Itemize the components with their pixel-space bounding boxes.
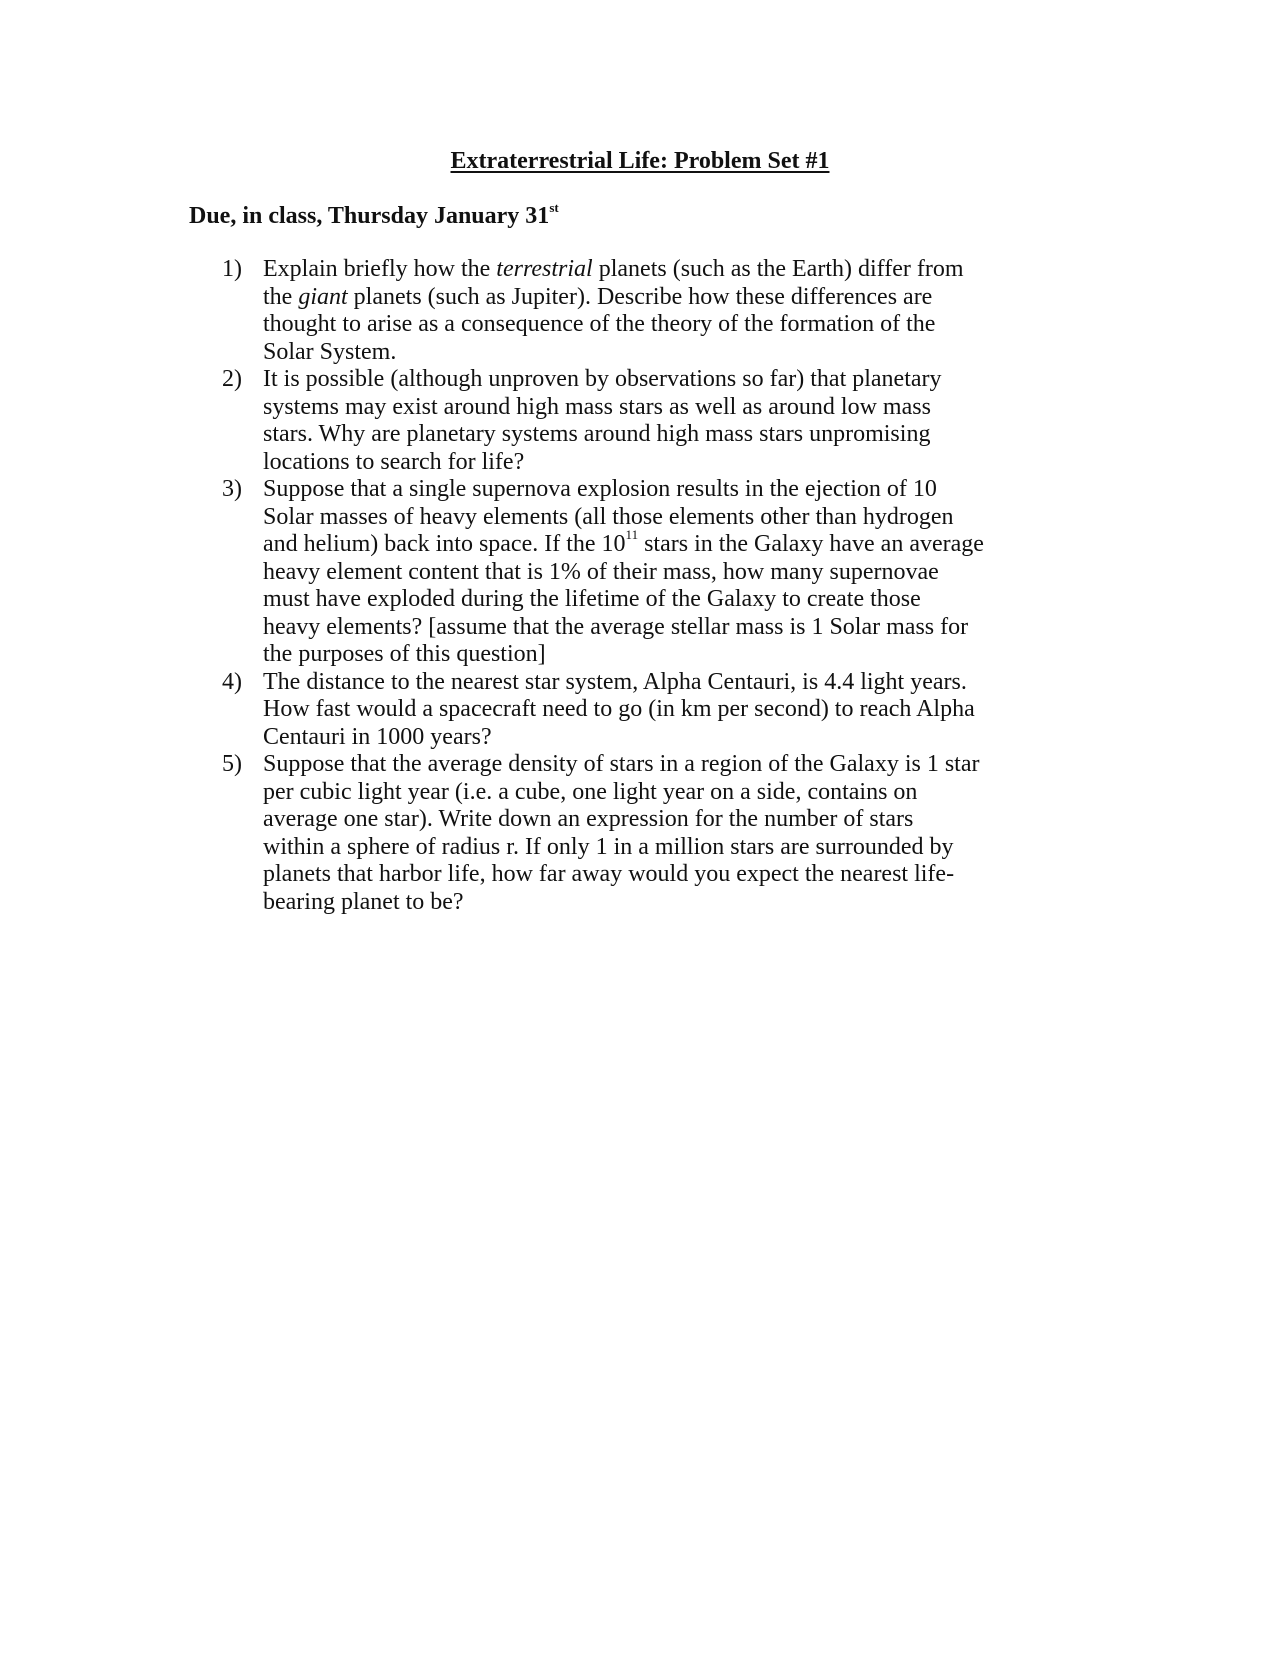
problem-item	[222, 366, 1102, 476]
emphasized-term: giant	[298, 283, 348, 310]
problem-text-run: Explain briefly how the	[263, 256, 497, 282]
problem-item	[222, 751, 1102, 916]
problem-number: 3)	[222, 476, 242, 502]
problem-text-run: Suppose that a single supernova explosion results in the ejection of 10 Solar masses of heavy elements (all those elements other than hydrogen and helium) back into space. If the 10	[263, 476, 954, 557]
problem-item	[222, 476, 1102, 669]
due-date-superscript: st	[549, 200, 559, 215]
problem-number: 2)	[222, 366, 242, 392]
problem-list	[222, 256, 1102, 916]
problem-item	[222, 669, 1102, 752]
due-date-text: Due, in class, Thursday January 31	[189, 203, 550, 229]
emphasized-term: terrestrial	[496, 256, 593, 282]
problem-text	[263, 256, 1102, 366]
problem-number: 4)	[222, 668, 242, 695]
page-title: Extraterrestrial Life: Problem Set #1	[450, 148, 830, 174]
problem-text-run: The distance to the nearest star system, Alpha Centauri, is 4.4 light years. How fast would a spacecraft need to go (in km per second) to reach Alpha Centauri in 1000 years?	[263, 668, 975, 750]
problem-text	[263, 751, 1102, 916]
problem-text-run: planets (such as the Earth) differ from the	[263, 256, 964, 310]
problem-item	[222, 256, 1102, 366]
problem-text-run: It is possible (although unproven by observations so far) that planetary systems may exist around high mass stars as well as around low mass stars. Why are planetary systems around high mass stars unpromising locations to search for life?	[263, 366, 942, 475]
problem-text-run: planets (such as Jupiter). Describe how these differences are thought to arise as a consequence of the theory of the formation of the Solar System.	[263, 283, 936, 365]
problem-text	[263, 669, 1102, 752]
problem-text-run: Suppose that the average density of stars in a region of the Galaxy is 1 star per cubic light year (i.e. a cube, one light year on a side, contains on average one star). Write down an expression for the number of stars within a sphere of radius r. If only 1 in a million stars are surrounded by planets that harbor life, how far away would you expect the nearest life- bearing planet to be?	[263, 751, 980, 915]
problem-text-run: stars in the Galaxy have an average heavy element content that is 1% of their mass, how many supernovae must have exploded during the lifetime of the Galaxy to create those heavy elements? [assume that the average stellar mass is 1 Solar mass for the purposes of this question]	[263, 531, 984, 667]
problem-text	[263, 366, 1102, 476]
problem-text	[263, 476, 1102, 669]
problem-number: 1)	[222, 256, 242, 282]
due-date	[189, 201, 559, 231]
problem-number: 5)	[222, 751, 242, 777]
exponent: 11	[625, 527, 639, 542]
